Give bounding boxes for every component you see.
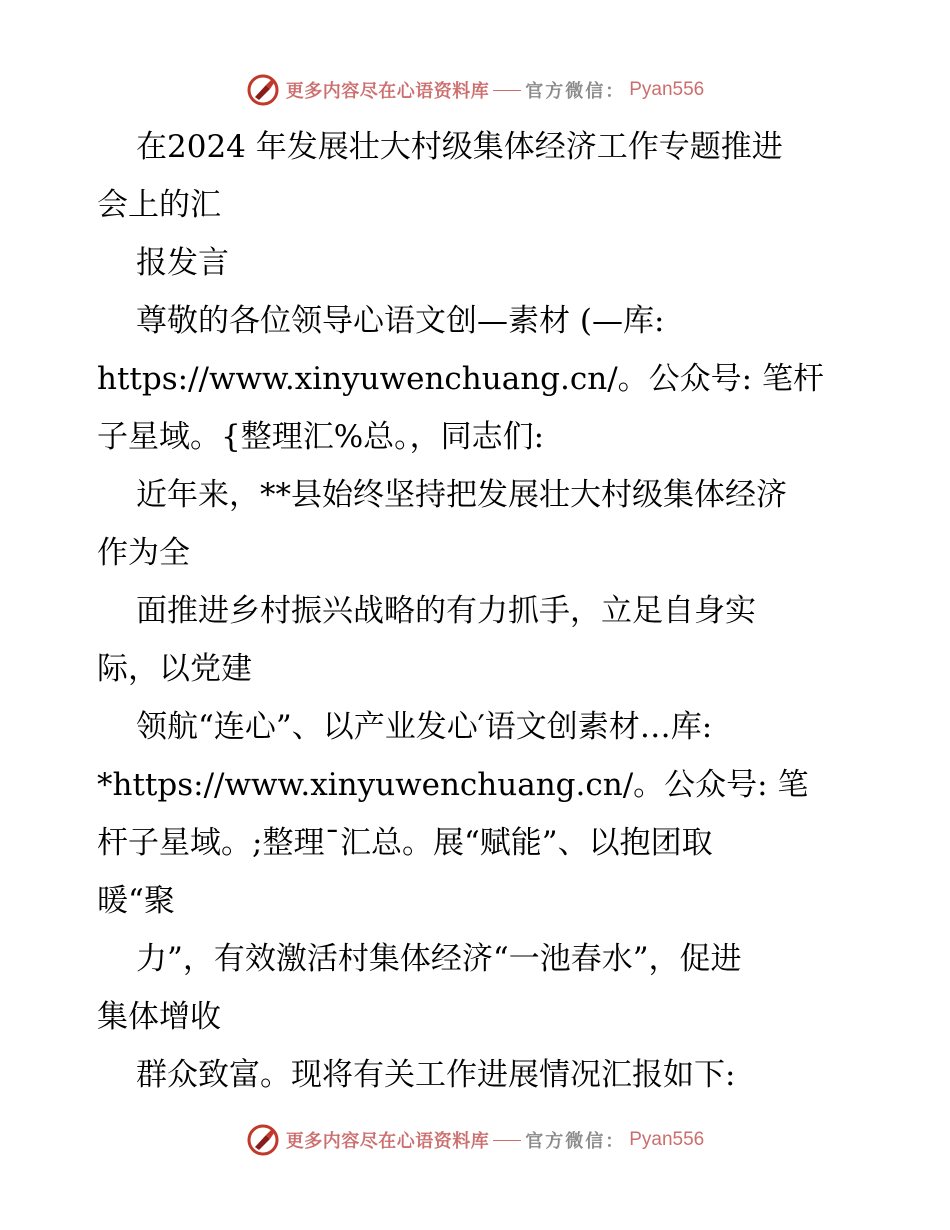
header-watermark — [0, 70, 950, 110]
watermark-label: 官方微信： — [525, 81, 626, 102]
watermark-brand: 更多内容尽在心语资料库 — [285, 1131, 490, 1152]
watermark-brand: 更多内容尽在心语资料库 — [285, 81, 490, 102]
watermark-separator — [493, 90, 521, 91]
text-line: 面推进乡村振兴战略的有力抓手，立足自身实 — [136, 593, 756, 629]
text-line: 领航“连心”、以产业发心′语文创素材…库: — [136, 709, 713, 745]
text-line: 作为全 — [97, 535, 190, 571]
text-line: 集体增收 — [97, 999, 221, 1035]
footer-watermark — [0, 1120, 950, 1160]
text-line: 杆子星域。;整理¯汇总。展“赋能”、以抱团取 — [97, 825, 713, 861]
text-line: 力”，有效激活村集体经济“一池春水”，促进 — [136, 941, 742, 977]
text-line: 近年来，**县始终坚持把发展壮大村级集体经济 — [136, 477, 787, 513]
text-line: 子星域。{整理汇%总。，同志们: — [97, 419, 545, 455]
text-line: 会上的汇 — [97, 187, 221, 223]
text-line: 在2024 年发展壮大村级集体经济工作专题推进 — [136, 129, 783, 165]
watermark-separator — [493, 1140, 521, 1141]
pen-logo-icon — [246, 73, 280, 107]
watermark-id: Pyan556 — [629, 1129, 705, 1150]
text-line: *https://www.xinyuwenchuang.cn/。公众号: 笔 — [97, 767, 809, 803]
text-line: 暖“聚 — [97, 883, 175, 919]
watermark-id: Pyan556 — [629, 79, 705, 100]
text-line: 群众致富。现将有关工作进展情况汇报如下: — [136, 1057, 736, 1093]
text-line: 际，以党建 — [97, 651, 252, 687]
text-line: 报发言 — [136, 245, 229, 281]
text-line: https://www.xinyuwenchuang.cn/。公众号: 笔杆 — [97, 361, 824, 397]
watermark-label: 官方微信： — [525, 1131, 626, 1152]
text-line: 尊敬的各位领导心语文创—素材 (—库: — [136, 303, 665, 339]
pen-logo-icon — [246, 1123, 280, 1157]
document-body — [97, 118, 857, 1104]
